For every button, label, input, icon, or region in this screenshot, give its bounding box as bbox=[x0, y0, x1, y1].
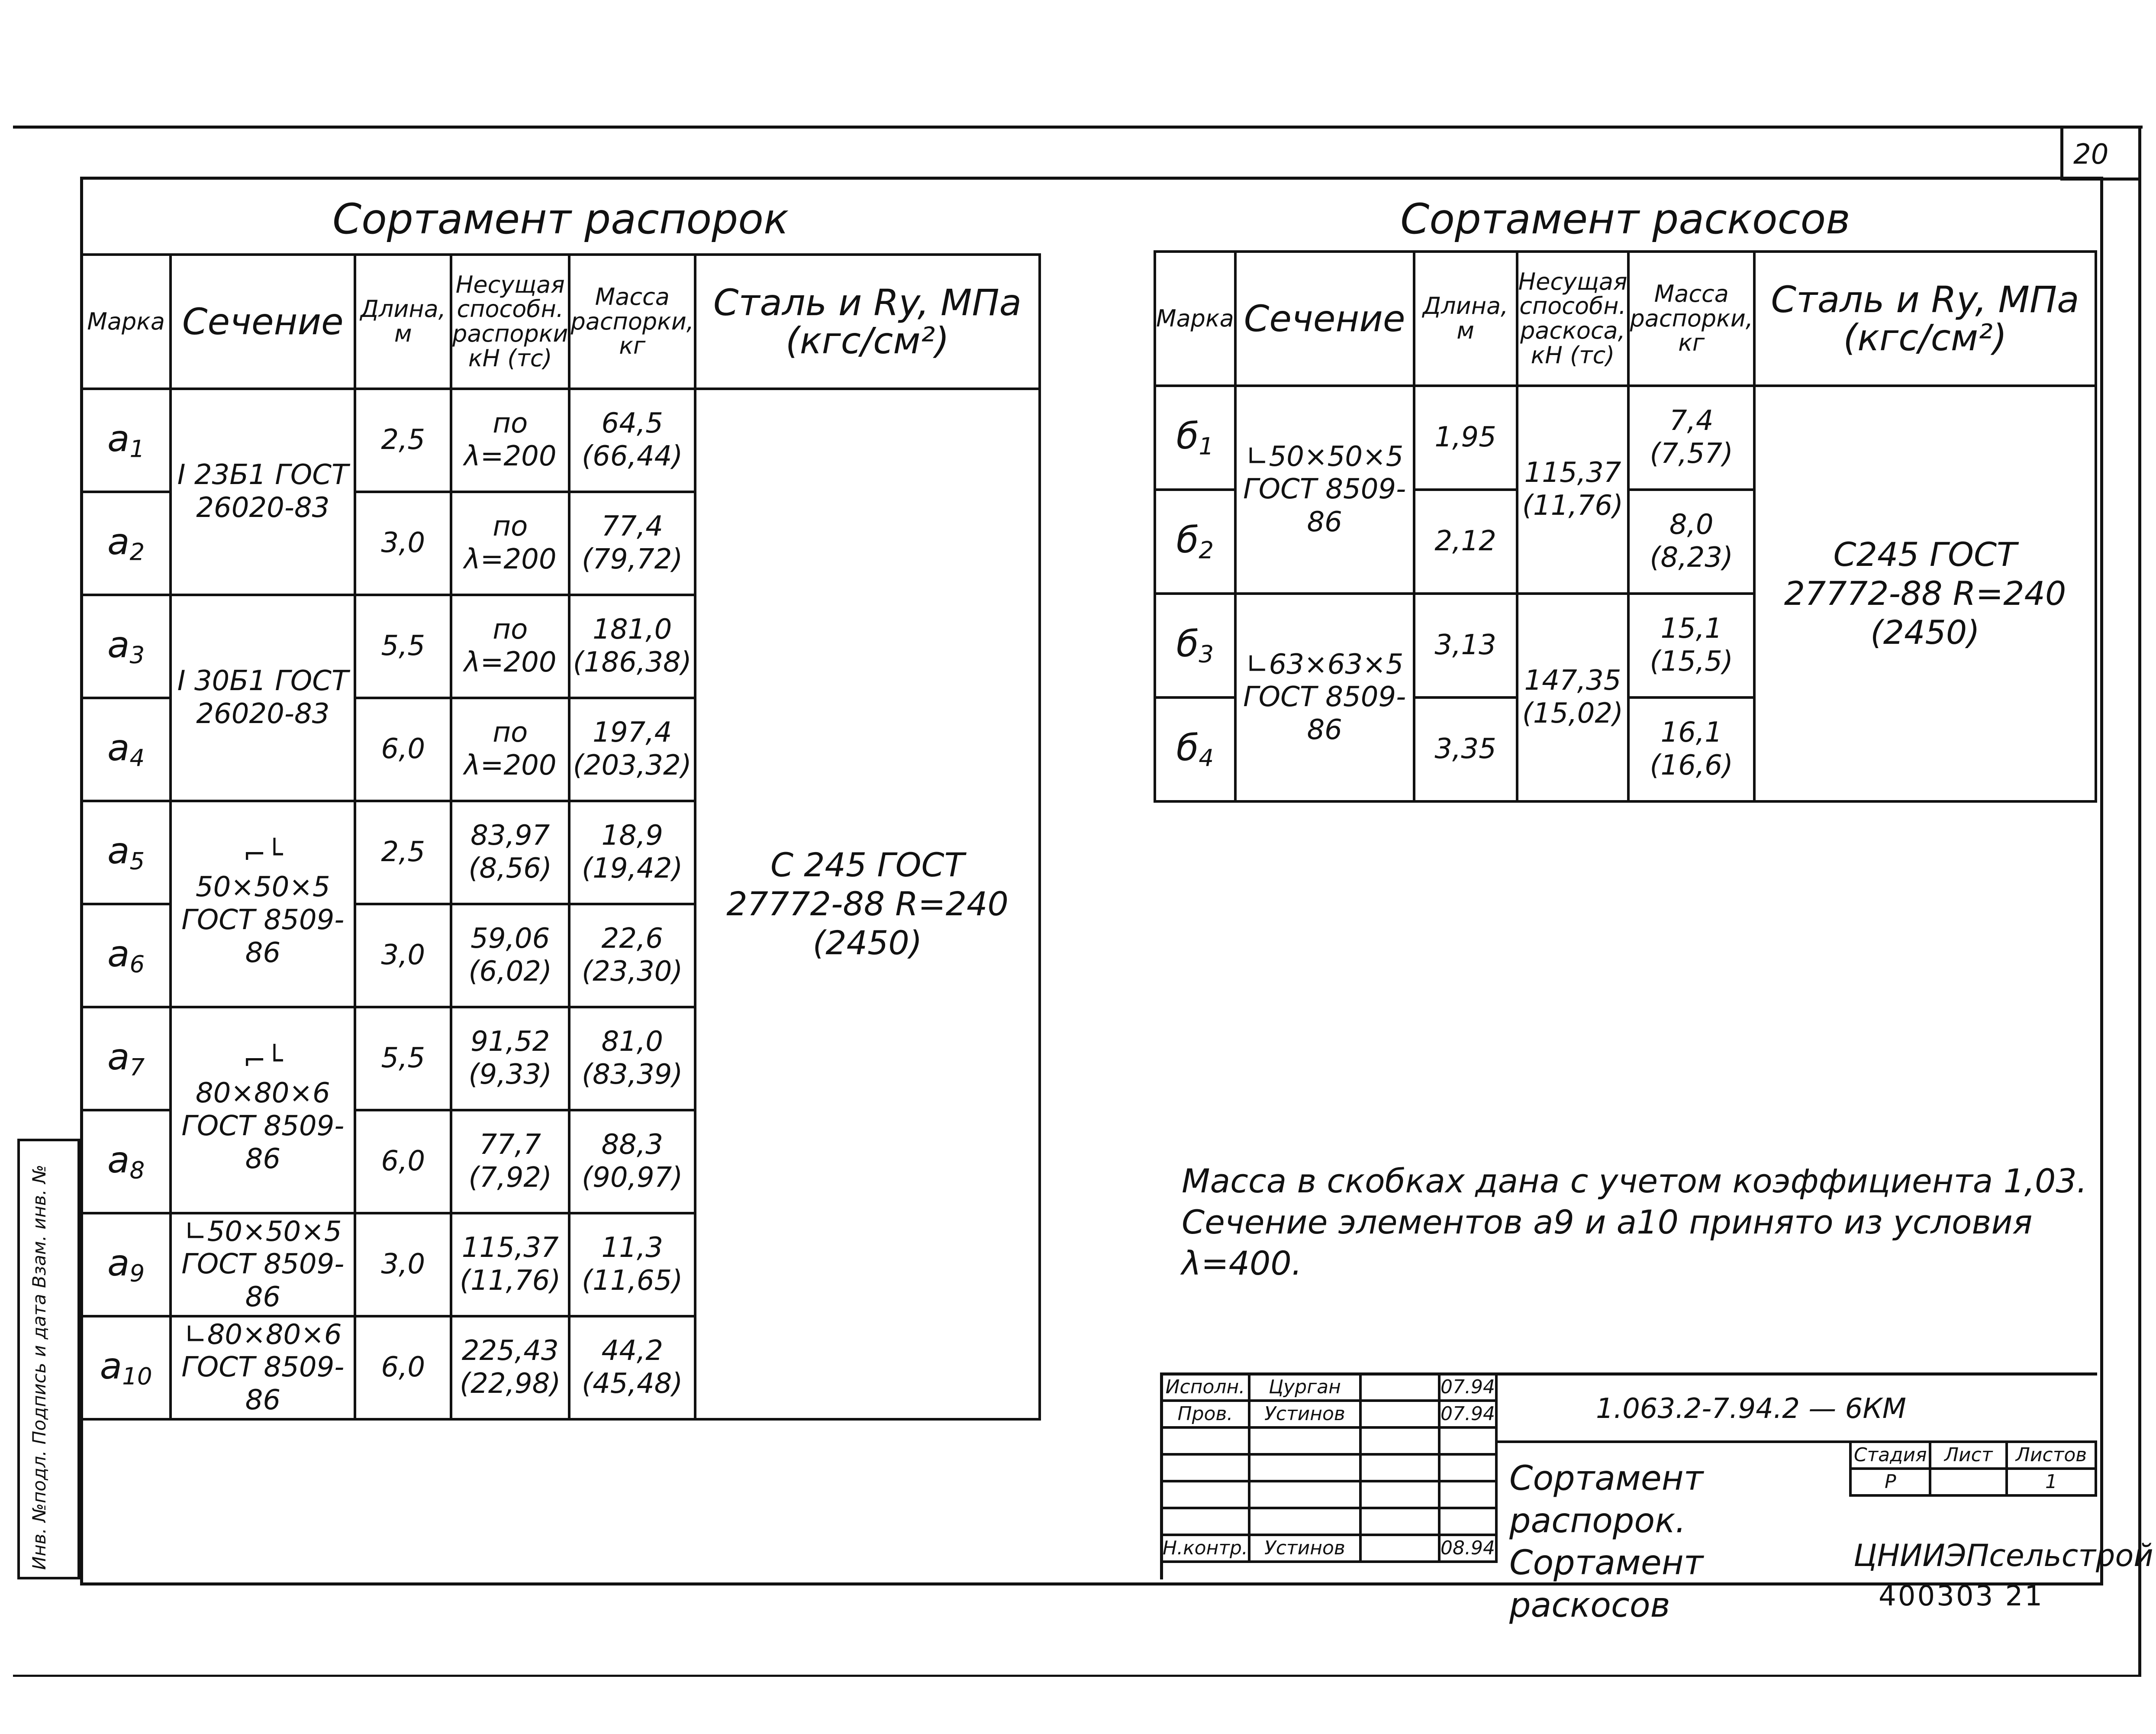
document-title: Сортамент распорок. Сортамент раскосов bbox=[1509, 1459, 1704, 1625]
mark-cell: $б_4$ bbox=[1155, 697, 1235, 801]
mark-cell: $а_1$ bbox=[81, 389, 171, 492]
name-cell: Устинов bbox=[1249, 1401, 1360, 1427]
date-cell: 08.94 bbox=[1439, 1535, 1496, 1562]
note-line-1: Масса в скобках дана с учетом коэффициента 1,03. bbox=[1182, 1162, 2087, 1200]
role-cell: Исполн. bbox=[1161, 1374, 1249, 1401]
role-cell: Пров. bbox=[1161, 1401, 1249, 1427]
document-code: 1.063.2-7.94.2 — 6КМ bbox=[1596, 1393, 1906, 1425]
mark-cell: $б_1$ bbox=[1155, 386, 1235, 490]
col-steel-header: Сталь и Ry, МПа (кгс/см²) bbox=[1754, 252, 2096, 386]
mass-cell: 7,4 (7,57) bbox=[1628, 386, 1754, 490]
name-cell: Устинов bbox=[1249, 1535, 1360, 1562]
date-cell: 07.94 bbox=[1439, 1401, 1496, 1427]
mass-cell: 18,9 (19,42) bbox=[569, 801, 695, 904]
mark-cell: $а_5$ bbox=[81, 801, 171, 904]
mark-cell: $а_6$ bbox=[81, 904, 171, 1007]
capacity-cell: 59,06 (6,02) bbox=[451, 904, 569, 1007]
length-cell: 2,12 bbox=[1414, 490, 1517, 594]
mark-cell: $а_8$ bbox=[81, 1110, 171, 1213]
mass-cell: 181,0 (186,38) bbox=[569, 595, 695, 698]
section-cell: I 23Б1 ГОСТ 26020-83 bbox=[171, 389, 355, 595]
right-table-title: Сортамент раскосов bbox=[1400, 195, 1850, 243]
col-section-header: Сечение bbox=[1235, 252, 1414, 386]
length-cell: 2,5 bbox=[355, 801, 451, 904]
capacity-cell: по λ=200 bbox=[451, 492, 569, 595]
capacity-cell: по λ=200 bbox=[451, 595, 569, 698]
mark-cell: $а_9$ bbox=[81, 1213, 171, 1316]
capacity-cell: 77,7 (7,92) bbox=[451, 1110, 569, 1213]
col-capacity-header: Несущая способн. распорки кН (тс) bbox=[451, 255, 569, 389]
length-cell: 6,0 bbox=[355, 698, 451, 801]
col-mass-header: Масса распорки, кг bbox=[569, 255, 695, 389]
col-capacity-header: Несущая способн. раскоса, кН (тс) bbox=[1517, 252, 1629, 386]
name-cell: Цурган bbox=[1249, 1374, 1360, 1401]
bottom-rule bbox=[13, 1675, 2141, 1677]
capacity-cell: 115,37 (11,76) bbox=[451, 1213, 569, 1316]
section-cell: ∟50×50×5 ГОСТ 8509-86 bbox=[171, 1213, 355, 1316]
mass-cell: 77,4 (79,72) bbox=[569, 492, 695, 595]
length-cell: 3,0 bbox=[355, 492, 451, 595]
mark-cell: $б_2$ bbox=[1155, 490, 1235, 594]
length-cell: 5,5 bbox=[355, 595, 451, 698]
mark-cell: $а_{10}$ bbox=[81, 1316, 171, 1419]
signature-cell bbox=[1360, 1374, 1439, 1401]
section-cell: ∟63×63×5 ГОСТ 8509-86 bbox=[1235, 594, 1414, 801]
section-cell: ⌐└ 80×80×6 ГОСТ 8509-86 bbox=[171, 1007, 355, 1213]
capacity-cell: по λ=200 bbox=[451, 389, 569, 492]
mark-cell: $а_4$ bbox=[81, 698, 171, 801]
capacity-cell: 91,52 (9,33) bbox=[451, 1007, 569, 1110]
mass-cell: 64,5 (66,44) bbox=[569, 389, 695, 492]
mass-cell: 22,6 (23,30) bbox=[569, 904, 695, 1007]
mass-cell: 88,3 (90,97) bbox=[569, 1110, 695, 1213]
frame-right-rule bbox=[2138, 126, 2141, 1676]
side-stamp bbox=[17, 1139, 80, 1579]
mass-cell: 15,1 (15,5) bbox=[1628, 594, 1754, 697]
col-steel-header: Сталь и Ry, МПа (кгс/см²) bbox=[695, 255, 1040, 389]
length-cell: 5,5 bbox=[355, 1007, 451, 1110]
stage-label: Стадия bbox=[1850, 1442, 1930, 1469]
date-cell: 07.94 bbox=[1439, 1374, 1496, 1401]
sheet-value bbox=[1930, 1469, 2007, 1495]
mass-cell: 11,3 (11,65) bbox=[569, 1213, 695, 1316]
length-cell: 2,5 bbox=[355, 389, 451, 492]
archive-number: 400303 21 bbox=[1879, 1580, 2044, 1612]
capacity-cell: 115,37 (11,76) bbox=[1517, 386, 1629, 594]
sheets-value: 1 bbox=[2007, 1469, 2096, 1495]
length-cell: 3,35 bbox=[1414, 697, 1517, 801]
top-rule bbox=[13, 126, 2143, 129]
capacity-cell: 83,97 (8,56) bbox=[451, 801, 569, 904]
col-section-header: Сечение bbox=[171, 255, 355, 389]
length-cell: 6,0 bbox=[355, 1316, 451, 1419]
mark-cell: $б_3$ bbox=[1155, 594, 1235, 697]
length-cell: 6,0 bbox=[355, 1110, 451, 1213]
stage-value: Р bbox=[1850, 1469, 1930, 1495]
section-cell: ∟50×50×5 ГОСТ 8509-86 bbox=[1235, 386, 1414, 594]
length-cell: 1,95 bbox=[1414, 386, 1517, 490]
capacity-cell: по λ=200 bbox=[451, 698, 569, 801]
mass-cell: 44,2 (45,48) bbox=[569, 1316, 695, 1419]
side-stamp-text: Инв. №подл. Подпись и дата Взам. инв. № bbox=[29, 1164, 50, 1570]
mass-cell: 8,0 (8,23) bbox=[1628, 490, 1754, 594]
signature-grid bbox=[1160, 1372, 1498, 1563]
sheet-label: Лист bbox=[1930, 1442, 2007, 1469]
stage-grid bbox=[1849, 1440, 2097, 1497]
section-cell: I 30Б1 ГОСТ 26020-83 bbox=[171, 595, 355, 801]
length-cell: 3,0 bbox=[355, 1213, 451, 1316]
steel-cell: С 245 ГОСТ 27772-88 R=240 (2450) bbox=[695, 389, 1040, 1419]
col-mark-header: Марка bbox=[81, 255, 171, 389]
mass-cell: 81,0 (83,39) bbox=[569, 1007, 695, 1110]
col-length-header: Длина, м bbox=[355, 255, 451, 389]
sheets-label: Листов bbox=[2007, 1442, 2096, 1469]
length-cell: 3,13 bbox=[1414, 594, 1517, 697]
section-cell: ⌐└ 50×50×5 ГОСТ 8509-86 bbox=[171, 801, 355, 1007]
mass-cell: 16,1 (16,6) bbox=[1628, 697, 1754, 801]
signature-cell bbox=[1360, 1535, 1439, 1562]
signature-cell bbox=[1360, 1401, 1439, 1427]
sheet-number: 20 bbox=[2073, 139, 2109, 171]
steel-cell: С245 ГОСТ 27772-88 R=240 (2450) bbox=[1754, 386, 2096, 801]
mark-cell: $а_2$ bbox=[81, 492, 171, 595]
mass-cell: 197,4 (203,32) bbox=[569, 698, 695, 801]
note-line-2: Сечение элементов а9 и а10 принято из условия λ=400. bbox=[1182, 1203, 2033, 1282]
col-length-header: Длина, м bbox=[1414, 252, 1517, 386]
col-mark-header: Марка bbox=[1155, 252, 1235, 386]
note bbox=[1182, 1160, 2156, 1284]
left-table-title: Сортамент распорок bbox=[332, 195, 789, 243]
col-mass-header: Масса распорки, кг bbox=[1628, 252, 1754, 386]
section-cell: ∟80×80×6 ГОСТ 8509-86 bbox=[171, 1316, 355, 1419]
capacity-cell: 147,35 (15,02) bbox=[1517, 594, 1629, 801]
mark-cell: $а_3$ bbox=[81, 595, 171, 698]
mark-cell: $а_7$ bbox=[81, 1007, 171, 1110]
capacity-cell: 225,43 (22,98) bbox=[451, 1316, 569, 1419]
role-cell: Н.контр. bbox=[1161, 1535, 1249, 1562]
struts-table bbox=[80, 253, 1041, 1421]
length-cell: 3,0 bbox=[355, 904, 451, 1007]
organization: ЦНИИЭПсельстрой bbox=[1853, 1538, 2153, 1573]
braces-table bbox=[1154, 250, 2097, 803]
